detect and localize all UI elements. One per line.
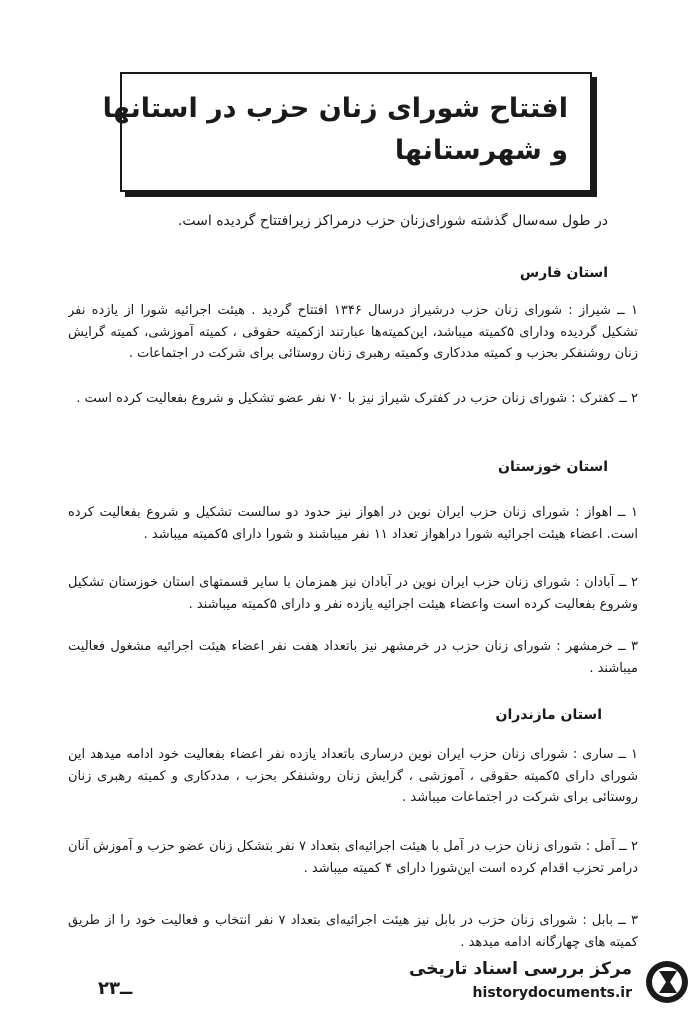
watermark-url: historydocuments.ir: [472, 985, 632, 1001]
section-heading-khuzestan: استان خوزستان: [498, 459, 608, 475]
section-heading-mazandaran: استان مازندران: [495, 707, 602, 723]
paragraph-abadan: ۲ ــ آبادان : شورای زنان حزب ایران نوین در آبادان نیز همزمان با سایر قسمتهای استان خوزستان تشکیل وشروع بفعالیت کرده است واعضاء هیئت اجرائیه یازده نفر و دارای ۵کمیته میباشند .: [68, 575, 638, 612]
section-heading-fars: استان فارس: [519, 265, 608, 281]
title-line-1: افتتاح شورای زنان حزب در استانها: [102, 93, 568, 124]
archive-logo-icon: [644, 959, 690, 1005]
intro-paragraph: در طول سه‌سال گذشته شورای‌زنان حزب درمراکز زیرافتتاح گردیده است.: [177, 213, 608, 229]
watermark: [409, 955, 692, 1015]
paragraph-shiraz: ۱ ــ شیراز : شورای زنان حزب درشیراز درسال ۱۳۴۶ افتتاح گردید . هیئت اجرائیه شورا از یازده نفر تشکیل گردیده ودارای ۵کمیته میباشد، این‌کمیته‌ها عبارتند ازکمیته حقوقی ، کمیته آموزشی، کمیته گرایش زنان روشنفکر بحزب و کمیته مددکاری وکمیته رهبری زنان روستائی برای شرکت در اجتماعات .: [68, 303, 638, 362]
paragraph-sari: ۱ ــ ساری : شورای زنان حزب ایران نوین درساری باتعداد یازده نفر اعضاء بفعالیت خود ادامه میدهد این شورای دارای ۵کمیته حقوقی ، آموزشی ، گرایش زنان روشنفکر بحزب ، مددکاری و کمیته رهبری زنان روستائی برای شرکت در اجتماعات میباشد .: [68, 747, 638, 806]
paragraph-amol: ۲ ــ آمل : شورای زنان حزب در آمل با هیئت اجرائیه‌ای بتعداد ۷ نفر بتشکل زنان عضو حزب و آموزش آنان درامر تحزب اقدام کرده است این‌شورا دارای ۴ کمیته میباشد .: [68, 839, 638, 876]
paragraph-ahvaz: ۱ ــ اهواز : شورای زنان حزب ایران نوین در اهواز نیز حدود دو سالست تشکیل و شروع بفعالیت کرده است. اعضاء هیئت اجرائیه شورا دراهواز تعداد ۱۱ نفر میباشند و شورا دارای ۵کمیته میباشد .: [68, 505, 638, 542]
paragraph-kaftarak: ۲ ــ کفترک : شورای زنان حزب در کفترک شیراز نیز با ۷۰ نفر عضو تشکیل و شروع بفعالیت کرده است .: [76, 391, 638, 406]
watermark-title: مرکز بررسی اسناد تاریخی: [409, 959, 632, 979]
paragraph-khorramshahr: ۳ ــ خرمشهر : شورای زنان حزب در خرمشهر نیز باتعداد هفت نفر اعضاء هیئت اجرائیه مشغول فعالیت میباشند .: [68, 639, 638, 676]
title-box: [102, 72, 592, 192]
page-number: ــ۲۳: [98, 978, 133, 999]
title-line-2: و شهرستانها: [394, 135, 568, 166]
paragraph-babol: ۳ ــ بابل : شورای زنان حزب در بابل نیز هیئت اجرائیه‌ای بتعداد ۷ نفر انتخاب و فعالیت خود را از طریق کمیته های چهارگانه ادامه میدهد .: [68, 913, 638, 950]
